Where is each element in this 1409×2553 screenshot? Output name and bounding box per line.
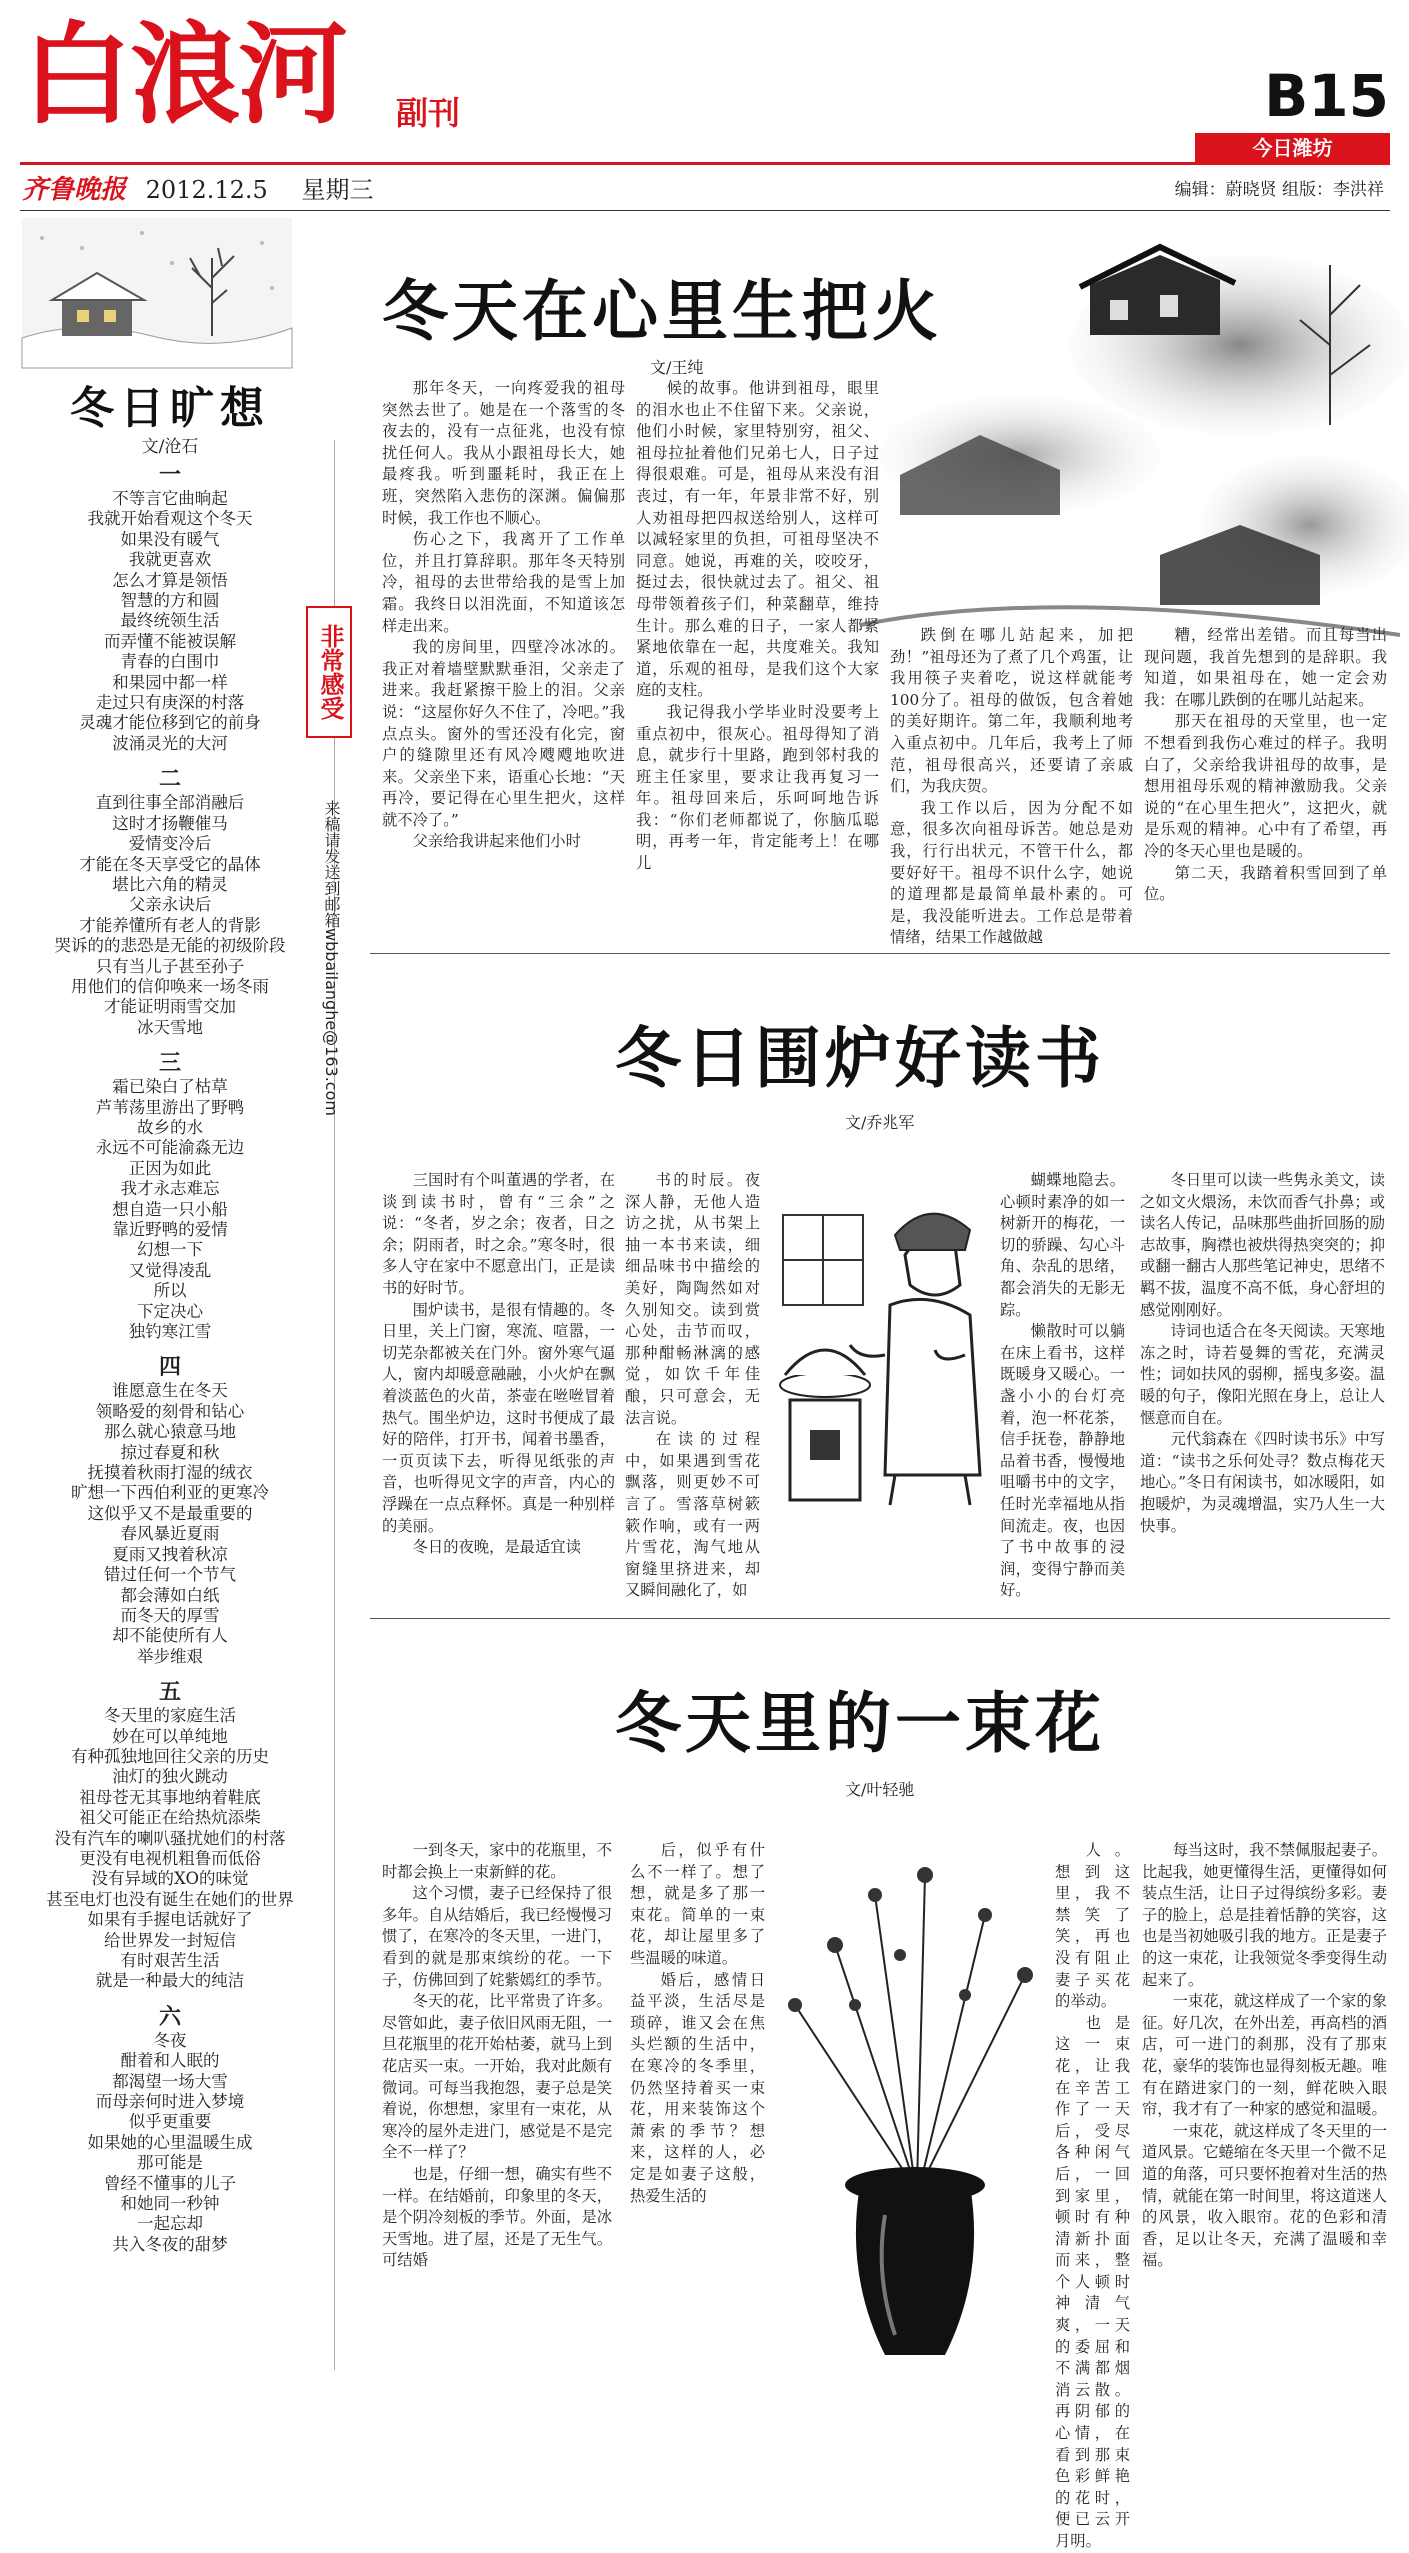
issue-date: 2012.12.5 [145,176,268,204]
paragraph: 一束花，就这样成了一个家的象征。好几次，在外出差，再高档的酒店，可一进门的刹那，没有了那束花，豪华的装饰也显得刻板无趣。唯有在踏进家门的一刻，鲜花映入眼帘，我才有了一种家的感觉和温暖。 [1142,1992,1387,2119]
article1-byline: 文/王纯 [650,358,704,377]
poem-line: 和她同一秒钟 [120,2194,220,2214]
poem-line: 似乎更重要 [128,2112,212,2132]
poem-line: 一起忘却 [137,2214,203,2234]
paragraph: 元代翁森在《四时读书乐》中写道：“读书之乐何处寻？数点梅花天地心。”冬日有闲读书，如冰暖阳，如抱暖炉，为灵魂增温，实乃人生一大快事。 [1140,1430,1385,1535]
poem-line: 霜已染白了枯草 [112,1077,228,1097]
poem-line: 靠近野鸭的爱情 [112,1220,228,1239]
poem-line: 春风暴近夏雨 [120,1524,220,1544]
article3-col-3 [1055,1840,1130,2550]
paragraph: 这个习惯，妻子已经保持了很多年。自从结婚后，我已经慢慢习惯了，在寒冷的冬天里，一进门，看到的就是那束缤纷的花。一下子，仿佛回到了姹紫嫣红的季节。 [382,1884,612,1989]
poem-line: 所以 [153,1281,187,1301]
paragraph: 围炉读书，是很有情趣的。冬日里，关上门窗，寒流、喧嚣，一切芜杂都被关在门外。窗外寒气逼人，窗内却暖意融融，小火炉在飘着淡蓝色的火苗，茶壶在咝咝冒着热气。围坐炉边，这时书便成了最好的陪伴，打开书，闻着书墨香，一页页读下去，听得见纸张的声音，也听得见文字的声音，内心的浮躁在一点点释怀。真是一种别样的美丽。 [382,1300,615,1535]
issue-weekday: 星期三 [301,176,374,204]
stanza-number: 四 [158,1354,181,1381]
poem-line: 就是一种最大的纯洁 [95,1971,245,1991]
poem-line: 直到往事全部消融后 [95,793,245,813]
paragraph: 也是，仔细一想，确实有些不一样。在结婚前，印象里的冬天，是个阴冷刻板的季节。外面，是冰天雪地。进了屋，还是了无生气。可结婚 [382,2164,612,2270]
poem-line: 共入冬夜的甜梦 [112,2234,228,2254]
article3-byline: 文/叶轻驰 [845,1780,915,1799]
paragraph: 诗词也适合在冬天阅读。天寒地冻之时，诗若曼舞的雪花，充满灵性；词如扶风的弱柳，摇曳多姿。温暖的句子，像阳光照在身上，总让人惬意而自在。 [1140,1322,1385,1427]
poem-line: 想自造一只小船 [112,1199,228,1219]
article3-col-4 [1142,1840,1387,2360]
paragraph: 跌倒在哪儿站起来，加把劲！”祖母还为了煮了几个鸡蛋，让我用筷子夹着吃，说这样就能考100分了。祖母的做饭，包含着她的美好期许。第二年，我顺利地考入重点初中。几年后，我考上了师范，祖母很高兴，还要请了亲戚们，为我庆贺。 [890,626,1133,796]
poem-line: 那可能是 [137,2153,203,2173]
column-tag: 非常感受 [306,606,352,738]
paragraph: 婚后，感情日益平淡，生活尽是琐碎，谁又会在焦头烂额的生活中，在寒冷的冬季里，仍然坚持着买一束花，用来装饰这个萧索的季节？想来，这样的人，必定是如妻子这般，热爱生活的 [630,1970,765,2205]
poem-line: 我就开始看观这个冬天 [87,509,253,529]
poem-line: 如果没有暖气 [120,529,220,549]
article1-col-1 [382,378,625,943]
poem-line: 正因为如此 [128,1158,212,1178]
poem-line: 故乡的水 [137,1117,203,1137]
poem-line: 用他们的信仰唤来一场冬雨 [71,976,269,996]
poem-line: 都会薄如白纸 [120,1585,220,1605]
article2-col-3 [1000,1170,1125,1600]
poem-line: 曾经不懂事的儿子 [104,2173,236,2193]
poem-line: 甚至电灯也没有诞生在她们的世界 [46,1889,294,1909]
poem-line: 旷想一下西伯利亚的更寒冷 [71,1483,269,1503]
article1-col-2 [636,378,879,943]
paragraph: 第二天，我踏着积雪回到了单位。 [1144,863,1387,904]
article-divider-2 [370,1618,1390,1619]
paragraph: 我工作以后，因为分配不如意，很多次向祖母诉苦。她总是劝我，行行出状元，不管干什么，都要好好干。祖母不识什么字，她说的道理都是最简单最朴素的。可是，我没能听进去。工作总是带着情绪，结果工作越做越 [890,798,1133,947]
article3-col-2 [630,1840,765,2360]
poem-body [20,450,320,2255]
poem-line: 这时才扬鞭催马 [112,813,228,833]
poem-line: 才能证明雨雪交加 [104,997,236,1017]
poem-line: 妙在可以单纯地 [112,1726,228,1746]
paragraph: 候的故事。他讲到祖母，眼里的泪水也止不住留下来。父亲说，他们小时候，家里特别穷，祖父、祖母拉扯着他们兄弟七人，日子过得很艰难。可是，祖母从来没有泪丧过，有一年，年景非常不好，别人劝祖母把四叔送给别人，这样可以减轻家里的负担，可祖母坚决不同意。她说，再难的关，咬咬牙，挺过去，很快就过去了。祖父、祖母带领着孩子们，种菜翻草，维持生计。那么难的日子，一家人都紧紧地依靠在一起，共度难关。我知道，乐观的祖母，是我们这个大家庭的支柱。 [636,379,879,700]
poem-line: 父亲永诀后 [128,895,212,915]
poem-line: 却不能使所有人 [112,1626,228,1646]
dateline-rule [20,210,1390,211]
poem-line: 有时艰苦生活 [120,1951,220,1970]
article2-col-4 [1140,1170,1385,1610]
poem-line: 错过任何一个节气 [104,1565,236,1585]
editors-credit: 编辑：蔚晓贤 组版：李洪祥 [1174,180,1384,200]
poem-line: 祖母苍无其事地纳着鞋底 [79,1787,261,1807]
poem-line: 酣着和人眠的 [120,2051,220,2071]
poem-line: 而母亲何时进入梦境 [95,2092,245,2112]
winter-house-illustration [22,218,292,368]
poem-line: 青春的白围巾 [120,652,220,672]
article3-col-1 [382,1840,612,2360]
stanza-number: 一 [158,462,181,488]
poem-line: 谁愿意生在冬天 [112,1381,228,1401]
poem-line: 下定决心 [137,1301,203,1321]
stanza-number: 六 [158,2003,181,2030]
poem-line: 幻想一下 [137,1240,203,1260]
poem-line: 冬天里的家庭生活 [104,1706,236,1726]
paragraph: 伤心之下，我离开了工作单位，并且打算辞职。那年冬天特别冷，祖母的去世带给我的是雪上加霜。我终日以泪洗面，不知道该怎样走出来。 [382,530,625,635]
masthead-rule [20,162,1390,165]
poem-line: 冰天雪地 [137,1017,203,1037]
poem-line: 和果园中都一样 [112,672,228,692]
poem-line: 有种孤独地回往父亲的历史 [71,1746,269,1766]
dateline [22,172,1390,208]
poem-line: 没有异域的XO的味觉 [91,1869,249,1889]
poem-line: 这似乎又不是最重要的 [87,1503,253,1523]
article-divider-1 [370,953,1390,954]
poem-line: 最终统领生活 [120,611,220,631]
article2-col-1 [382,1170,615,1610]
poem-line: 更没有电视机粗鲁而低俗 [79,1848,261,1868]
article2-col-2 [625,1170,760,1610]
stanza-number: 二 [158,766,181,793]
paragraph: 冬日的夜晚，是最适宜读 [412,1538,581,1557]
poem-line: 永远不可能渝淼无边 [95,1138,245,1158]
paragraph: 在读的过程中，如果遇到雪花飘落，则更妙不可言了。雪落草树簌簌作响，或有一两片雪花，淘气地从窗缝里挤进来，却又瞬间融化了，如 [625,1430,760,1600]
paragraph: 一束花，就这样成了冬天里的一道风景。它蜷缩在冬天里一个微不足道的角落，可只要怀抱着对生活的热情，就能在第一时间里，将这道迷人的风景，收入眼帘。花的色彩和清香，足以让冬天，充满了温暖和幸福。 [1142,2121,1387,2270]
paragraph: 后，似乎有什么不一样了。想了想，就是多了那一束花。简单的一束花，却让屋里多了些温暖的味道。 [630,1841,765,1967]
poem-line: 如果她的心里温暖生成 [87,2132,253,2152]
stanza-number: 五 [158,1679,181,1706]
poem-line: 我就更喜欢 [128,550,212,570]
poem-line: 才能在冬天享受它的晶体 [79,854,261,874]
paper-logo: 齐鲁晚报 [22,175,127,205]
paragraph: 蝴蝶地隐去。心顿时素净的如一树新开的梅花，一切的骄躁、勾心斗角、杂乱的思绪，都会消失的无影无踪。 [1000,1171,1125,1319]
poem-line: 走过只有庚深的村落 [95,693,245,713]
article2-byline: 文/乔兆军 [845,1113,915,1132]
poem-line: 不等言它曲晌起 [112,489,228,508]
paragraph: 冬天的花，比平常贵了许多。尽管如此，妻子依旧风雨无阻，一旦花瓶里的花开始枯萎，就马上到花店买一束。一开始，我对此颇有微词。可每当我抱怨，妻子总是笑着说，你想想，家里有一束花，从寒冷的屋外走进门，感觉是不是完全不一样了？ [382,1992,612,2162]
masthead-subtitle: 副刊 [396,94,461,132]
paragraph: 人。想到这里，我不禁笑了笑，再也没有阻止妻子买花的举动。 [1055,1841,1130,2011]
poem-line: 又觉得凌乱 [128,1260,212,1280]
paragraph: 也是这一束花，让我在辛苦工作了一天后，受尽各种闲气后，一回到家里，顿时有种清新扑面而来，整个人顿时神清气爽，一天的委屈和不满都烟消云散。再阴郁的心情，在看到那束色彩鲜艳的花时，便已云开月明。 [1055,2013,1130,2550]
poem-line: 智慧的方和圆 [120,591,220,611]
paragraph: 糟，经常出差错。而且每当出现问题，我首先想到的是辞职。我知道，如果祖母在，她一定会劝我：在哪儿跌倒的在哪儿站起来。 [1144,626,1387,709]
submission-note: 来稿请发送到邮箱wbbailanghe@163.com [322,800,341,1116]
poem-title: 冬日旷想 [70,383,270,434]
paragraph: 父亲给我讲起来他们小时 [412,832,581,851]
article1-col-3 [890,625,1133,947]
page-number: B15 [1264,62,1389,130]
poem-line: 抚摸着秋雨打湿的绒衣 [87,1463,253,1483]
section-badge: 今日潍坊 [1195,133,1390,163]
poem-author: 文/沧石 [141,437,199,457]
paragraph: 我记得我小学毕业时没要考上重点初中，很灰心。祖母得知了消息，就步行十里路，跑到邻村我的班主任家里，要求让我再复习一年。祖母回来后，乐呵呵地告诉我：“你们老师都说了，你脑瓜聪明，再考一年，肯定能考上！在哪儿 [636,702,879,873]
article3-headline: 冬天里的一束花 [615,1685,1105,1762]
poem-line: 冬夜 [153,2030,187,2050]
poem-line: 祖父可能正在给热炕添柴 [79,1808,261,1828]
flower-vase-photo [775,1855,1060,2365]
poem-line: 怎么才算是领悟 [112,570,228,590]
paragraph: 冬日里可以读一些隽永美文，读之如文火煨汤，未饮而香气扑鼻；或读名人传记，品味那些曲折回肠的励志故事，胸襟也被烘得热突突的；抑或翻一翻古人那些笔记神史，思绪不羁不拔，温度不高不低，身心舒坦的感觉刚刚好。 [1140,1171,1385,1319]
poem-line: 掠过春夏和秋 [120,1442,220,1462]
poem-line: 灵魂才能位移到它的前身 [79,713,261,733]
man-by-stove-illustration [765,1175,990,1510]
article1-col-4 [1144,625,1387,943]
poem-line: 堪比六角的精灵 [112,874,228,894]
paragraph: 那年冬天，一向疼爱我的祖母突然去世了。她是在一个落雪的冬夜去的，没有一点征兆，也没有惊扰任何人。我从小跟祖母长大，她最疼我。听到噩耗时，我正在上班，突然陷入悲伤的深渊。偏偏那时候，我工作也不顺心。 [382,379,625,527]
poem-line: 夏雨又拽着秋凉 [112,1544,228,1564]
poem-line: 给世界发一封短信 [104,1930,236,1950]
poem-line: 而冬天的厚雪 [120,1605,220,1625]
masthead-title: 白浪河 [22,10,346,139]
paragraph: 我的房间里，四壁冷冰冰的。我正对着墙壁默默垂泪，父亲走了进来。我赶紧擦干脸上的泪。父亲说：“这屋你好久不住了，冷吧。”我点点头。窗外的雪还没有化完，窗户的缝隙里还有风冷飕飕地吹进来。父亲坐下来，语重心长地：“天再冷，要记得在心里生把火，这样就不冷了。” [382,638,625,829]
article2-headline: 冬日围炉好读书 [615,1020,1105,1097]
poem-line: 独钓寒江雪 [128,1322,212,1342]
poem-line: 爱情变冷后 [128,834,212,854]
poem-line: 芦苇荡里游出了野鸭 [95,1097,245,1117]
poem-line: 才能养懂所有老人的背影 [79,915,261,935]
paragraph: 每当这时，我不禁佩服起妻子。比起我，她更懂得生活，更懂得如何装点生活，让日子过得缤纷多彩。妻子的脸上，总是挂着恬静的笑容，这也是当初她吸引我的地方。正是妻子的这一束花，让我领觉冬季变得生动起来了。 [1142,1841,1387,1989]
paragraph: 那天在祖母的天堂里，也一定不想看到我伤心难过的样子。我明白了，父亲给我讲祖母的故事，是想用祖母乐观的精神激励我。父亲说的“在心里生把火”，这把火，就是乐观的精神。心中有了希望，再冷的冬天心里也是暖的。 [1144,712,1387,860]
poem-line: 油灯的独火跳动 [112,1767,228,1787]
paragraph: 懒散时可以躺在床上看书，这样既暖身又暖心。一盏小小的台灯亮着，泡一杯花茶，信手抚卷，静静地品着书香，慢慢地咀嚼书中的文字，任时光幸福地从指间流走。夜，也因了书中故事的浸润，变得宁静而美好。 [1000,1322,1125,1600]
poem-line: 哭诉的的悲恐是无能的初级阶段 [54,936,286,956]
poem-line: 而弄懂不能被误解 [104,631,236,651]
poem-line: 如果有手握电话就好了 [87,1910,253,1930]
poem-line: 那么就心猿意马地 [104,1422,236,1442]
paragraph: 三国时有个叫董遇的学者，在谈到读书时，曾有“三余”之说：“冬者，岁之余；夜者，日之余；阴雨者，时之余。”寒冬时，很多人守在家中不愿意出门，正是读书的好时节。 [382,1171,615,1297]
stanza-number: 三 [158,1050,181,1077]
poem-line: 举步维艰 [137,1646,203,1666]
poem-line: 我才永志难忘 [120,1179,220,1199]
poem-line: 领略爱的刻骨和钻心 [95,1401,245,1421]
paragraph: 一到冬天，家中的花瓶里，不时都会换上一束新鲜的花。 [382,1841,612,1881]
article1-headline: 冬天在心里生把火 [382,273,942,350]
poem-line: 没有汽车的喇叭骚扰她们的村落 [54,1828,286,1848]
paragraph: 书的时辰。夜深人静，无他人造访之扰，从书架上抽一本书来读，细细品味书中描绘的美好，陶陶然如对久别知交。读到赏心处，击节而叹，那种酣畅淋漓的感觉，如饮千年佳酿，只可意会，无法言说。 [625,1171,760,1427]
poem-line: 波涌灵光的大河 [112,733,228,753]
poem-line: 都渴望一场大雪 [112,2071,228,2091]
poem-line: 只有当儿子甚至孙子 [95,956,245,976]
